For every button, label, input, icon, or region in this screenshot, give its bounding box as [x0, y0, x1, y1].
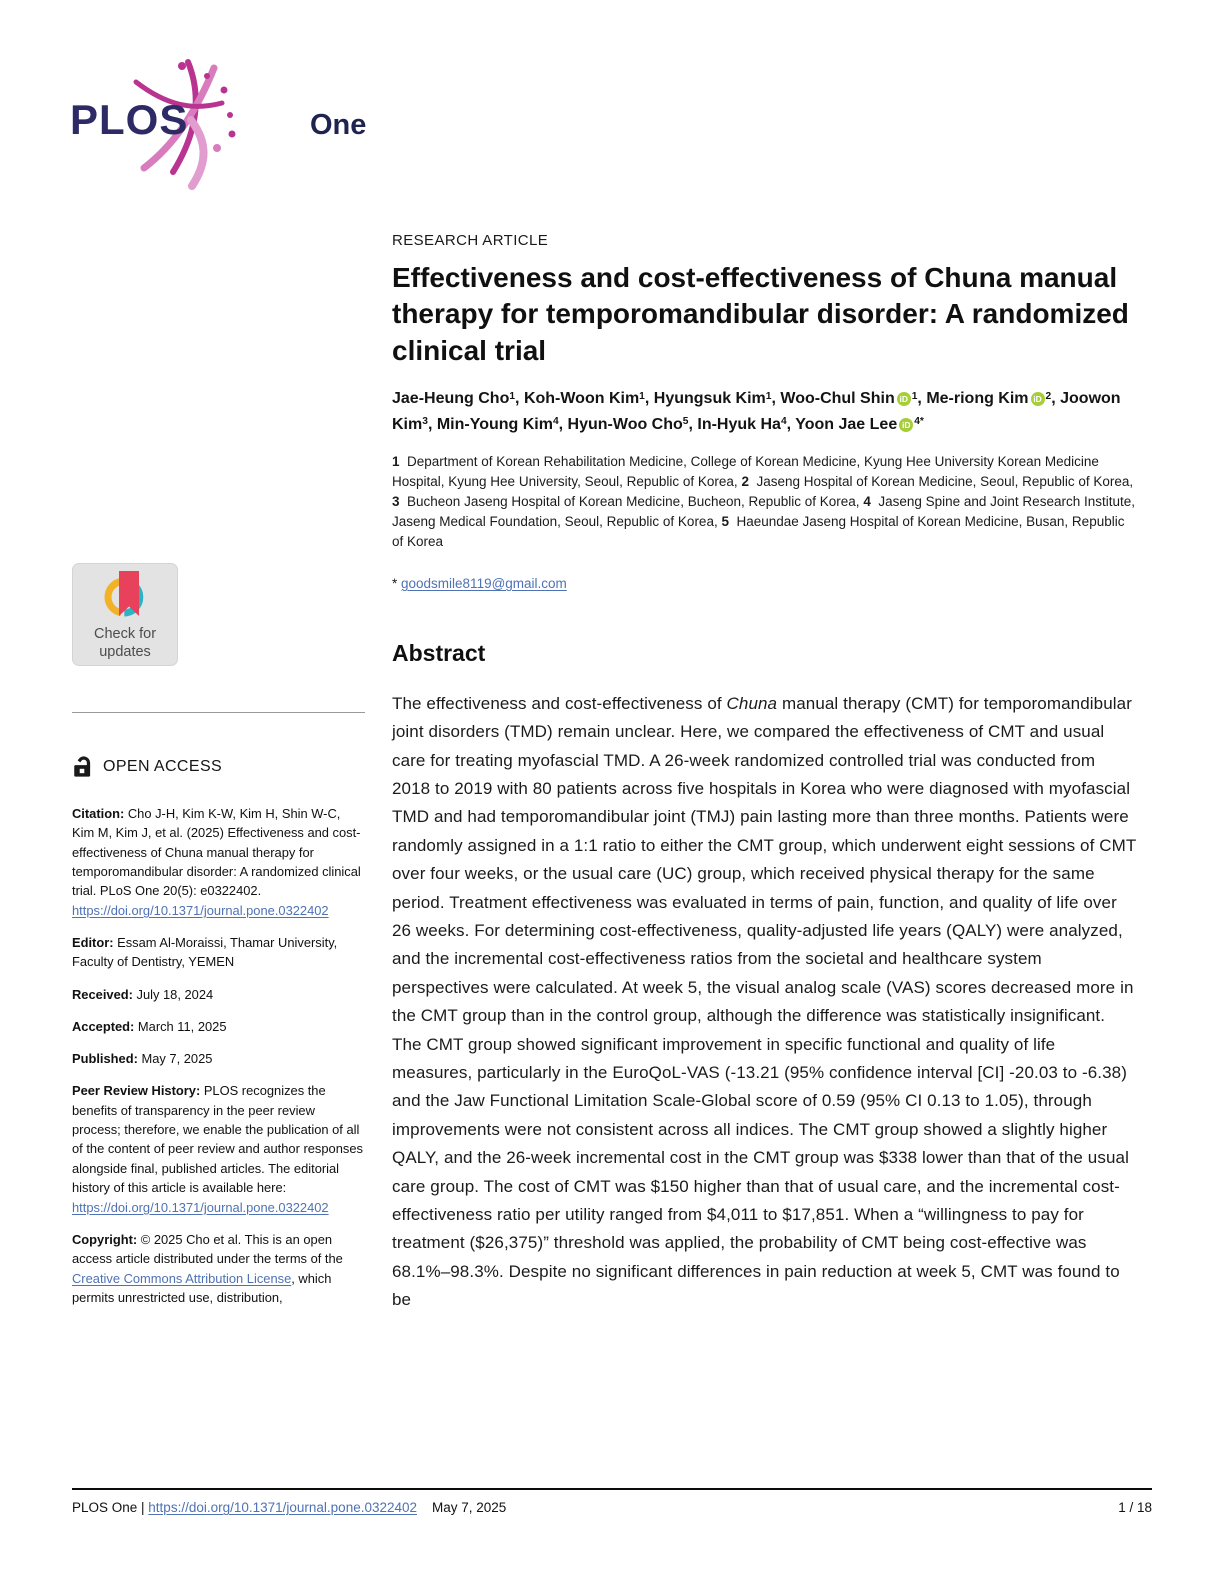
- footer-date: May 7, 2025: [432, 1500, 507, 1515]
- inline-link[interactable]: Creative Commons Attribution License: [72, 1270, 292, 1286]
- sidebar: [72, 563, 365, 1319]
- article-kicker: RESEARCH ARTICLE: [392, 232, 549, 249]
- plos-logo: [70, 58, 400, 208]
- abstract-body: The effectiveness and cost-effectiveness of Chuna manual therapy (CMT) for temporomandibular joint disorders (TMD) remain unclear. Here, we compared the effectiveness of CMT and usual care for treating myofascial TMD. A 26-week randomized controlled trial was conducted from 2018 to 2019 with 80 patients across five hospitals in Korea who were diagnosed with myofascial TMD and had temporomandibular joint (TMJ) pain lasting more than three months. Patients were randomly assigned in a 1:1 ratio to either the CMT group, which underwent eight sessions of CMT over four weeks, or the usual care (UC) group, which received physical therapy for the same period. Treatment effectiveness was evaluated in terms of pain, function, and quality of life over 26 weeks. For determining cost-effectiveness, quality-adjusted life years (QALY) were analyzed, and the incremental cost-effectiveness ratios from the societal and healthcare system perspectives were calculated. At week 5, the visual analog scale (VAS) scores decreased more in the CMT group than in the control group, although the difference was statistically insignificant. The CMT group showed significant improvement in specific functional and quality of life measures, particularly in the EuroQoL-VAS (-13.21 (95% confidence interval [CI] -20.03 to -6.38) and the Jaw Functional Limitation Scale-Global score of 0.59 (95% CI 0.13 to 1.05), through improvements were not consistent across all indices. The CMT group showed a slightly higher QALY, and the 26-week incremental cost in the CMT group was $338 lower than that of the usual care group. The cost of CMT was $150 higher than that of usual care, and the incremental cost-effectiveness ratio per utility ranged from $4,011 to $17,851. When a “willingness to pay for treatment ($26,375)” threshold was applied, the probability of CMT being cost-effective was 68.1%–98.3%. Despite no significant differences in pain reduction at week 5, CMT was found to be: [392, 693, 1137, 1310]
- open-access-row: [72, 755, 365, 778]
- footer-journal: PLOS One |: [72, 1500, 149, 1515]
- inline-link[interactable]: https://doi.org/10.1371/journal.pone.0322402: [72, 1199, 329, 1215]
- inline-link[interactable]: https://doi.org/10.1371/journal.pone.0322402: [72, 902, 329, 918]
- plos-logo-edition: One: [310, 109, 367, 141]
- sidebar-divider: [72, 712, 365, 713]
- sidebar-entry-editor: Editor: Essam Al-Moraissi, Thamar University, Faculty of Dentistry, YEMEN: [72, 935, 338, 970]
- article-title: Effectiveness and cost-effectiveness of Chuna manual therapy for temporomandibular disorder: A randomized clinical trial: [392, 262, 1129, 366]
- sidebar-entry-received: Received: July 18, 2024: [72, 986, 214, 1002]
- sidebar-entry-peer-review-history: Peer Review History: PLOS recognizes the benefits of transparency in the peer review process; therefore, we enable the publication of all of the content of peer review and author responses alongside final, published articles. The editorial history of this article is available here: https://doi.org/10.1371/journal.pone.0322402: [72, 1083, 363, 1215]
- sidebar-entry-published: Published: May 7, 2025: [72, 1051, 213, 1067]
- inline-link[interactable]: goodsmile8119@gmail.com: [401, 575, 567, 591]
- sidebar-entry-citation: Citation: Cho J-H, Kim K-W, Kim H, Shin W-C, Kim M, Kim J, et al. (2025) Effectiveness and cost-effectiveness of Chuna manual therapy for temporomandibular disorder: A randomized clinical trial. PLoS One 20(5): e0322402. https://doi.org/10.1371/journal.pone.0322402: [72, 806, 361, 918]
- correspondence-line: * goodsmile8119@gmail.com: [392, 575, 567, 591]
- affiliation-list: 1 Department of Korean Rehabilitation Medicine, College of Korean Medicine, Kyung Hee University Korean Medicine Hospital, Kyung Hee University, Seoul, Republic of Korea, 2 Jaseng Hospital of Korean Medicine, Seoul, Republic of Korea, 3 Bucheon Jaseng Hospital of Korean Medicine, Bucheon, Republic of Korea, 4 Jaseng Spine and Joint Research Institute, Jaseng Medical Foundation, Seoul, Republic of Korea, 5 Haeundae Jaseng Hospital of Korean Medicine, Busan, Republic of Korea: [392, 453, 1135, 549]
- footer-page-number: 1 / 18: [1118, 1500, 1152, 1515]
- article-main: [392, 232, 1138, 1315]
- sidebar-entry-accepted: Accepted: March 11, 2025: [72, 1018, 227, 1034]
- check-for-updates-badge[interactable]: [72, 563, 178, 666]
- plos-logo-art: [70, 58, 400, 208]
- open-access-label: OPEN ACCESS: [103, 757, 223, 775]
- author-list: Jae-Heung Cho$^1$, Koh-Woon Kim$^1$, Hyungsuk Kim$^1$, Woo-Chul Shin iD $^1$, Me-riong Kim iD $^2$, Joowon Kim$^3$, Min-Young Kim$^4$, Hyun-Woo Cho$^5$, In-Hyuk Ha$^4$, Yoon Jae Lee iD $^{4*}$: [392, 390, 1121, 434]
- check-for-updates-label-line2: updates: [99, 644, 151, 660]
- check-for-updates-label-line1: Check for: [93, 626, 157, 642]
- footer-doi-link[interactable]: https://doi.org/10.1371/journal.pone.0322402: [148, 1500, 418, 1515]
- page-footer: [72, 1488, 1152, 1515]
- orcid-icon: iD: [1031, 392, 1045, 406]
- open-lock-icon: [72, 755, 94, 778]
- abstract-heading: Abstract: [392, 639, 486, 666]
- check-for-updates-icon: [89, 570, 161, 624]
- sidebar-entry-copyright: Copyright: © 2025 Cho et al. This is an open access article distributed under the terms of the Creative Commons Attribution License, which permits unrestricted use, distribution,: [72, 1231, 343, 1305]
- orcid-icon: iD: [897, 392, 911, 406]
- orcid-icon: iD: [899, 418, 913, 432]
- footer-left: [72, 1500, 506, 1515]
- plos-logo-wordmark: PLOS: [70, 96, 189, 143]
